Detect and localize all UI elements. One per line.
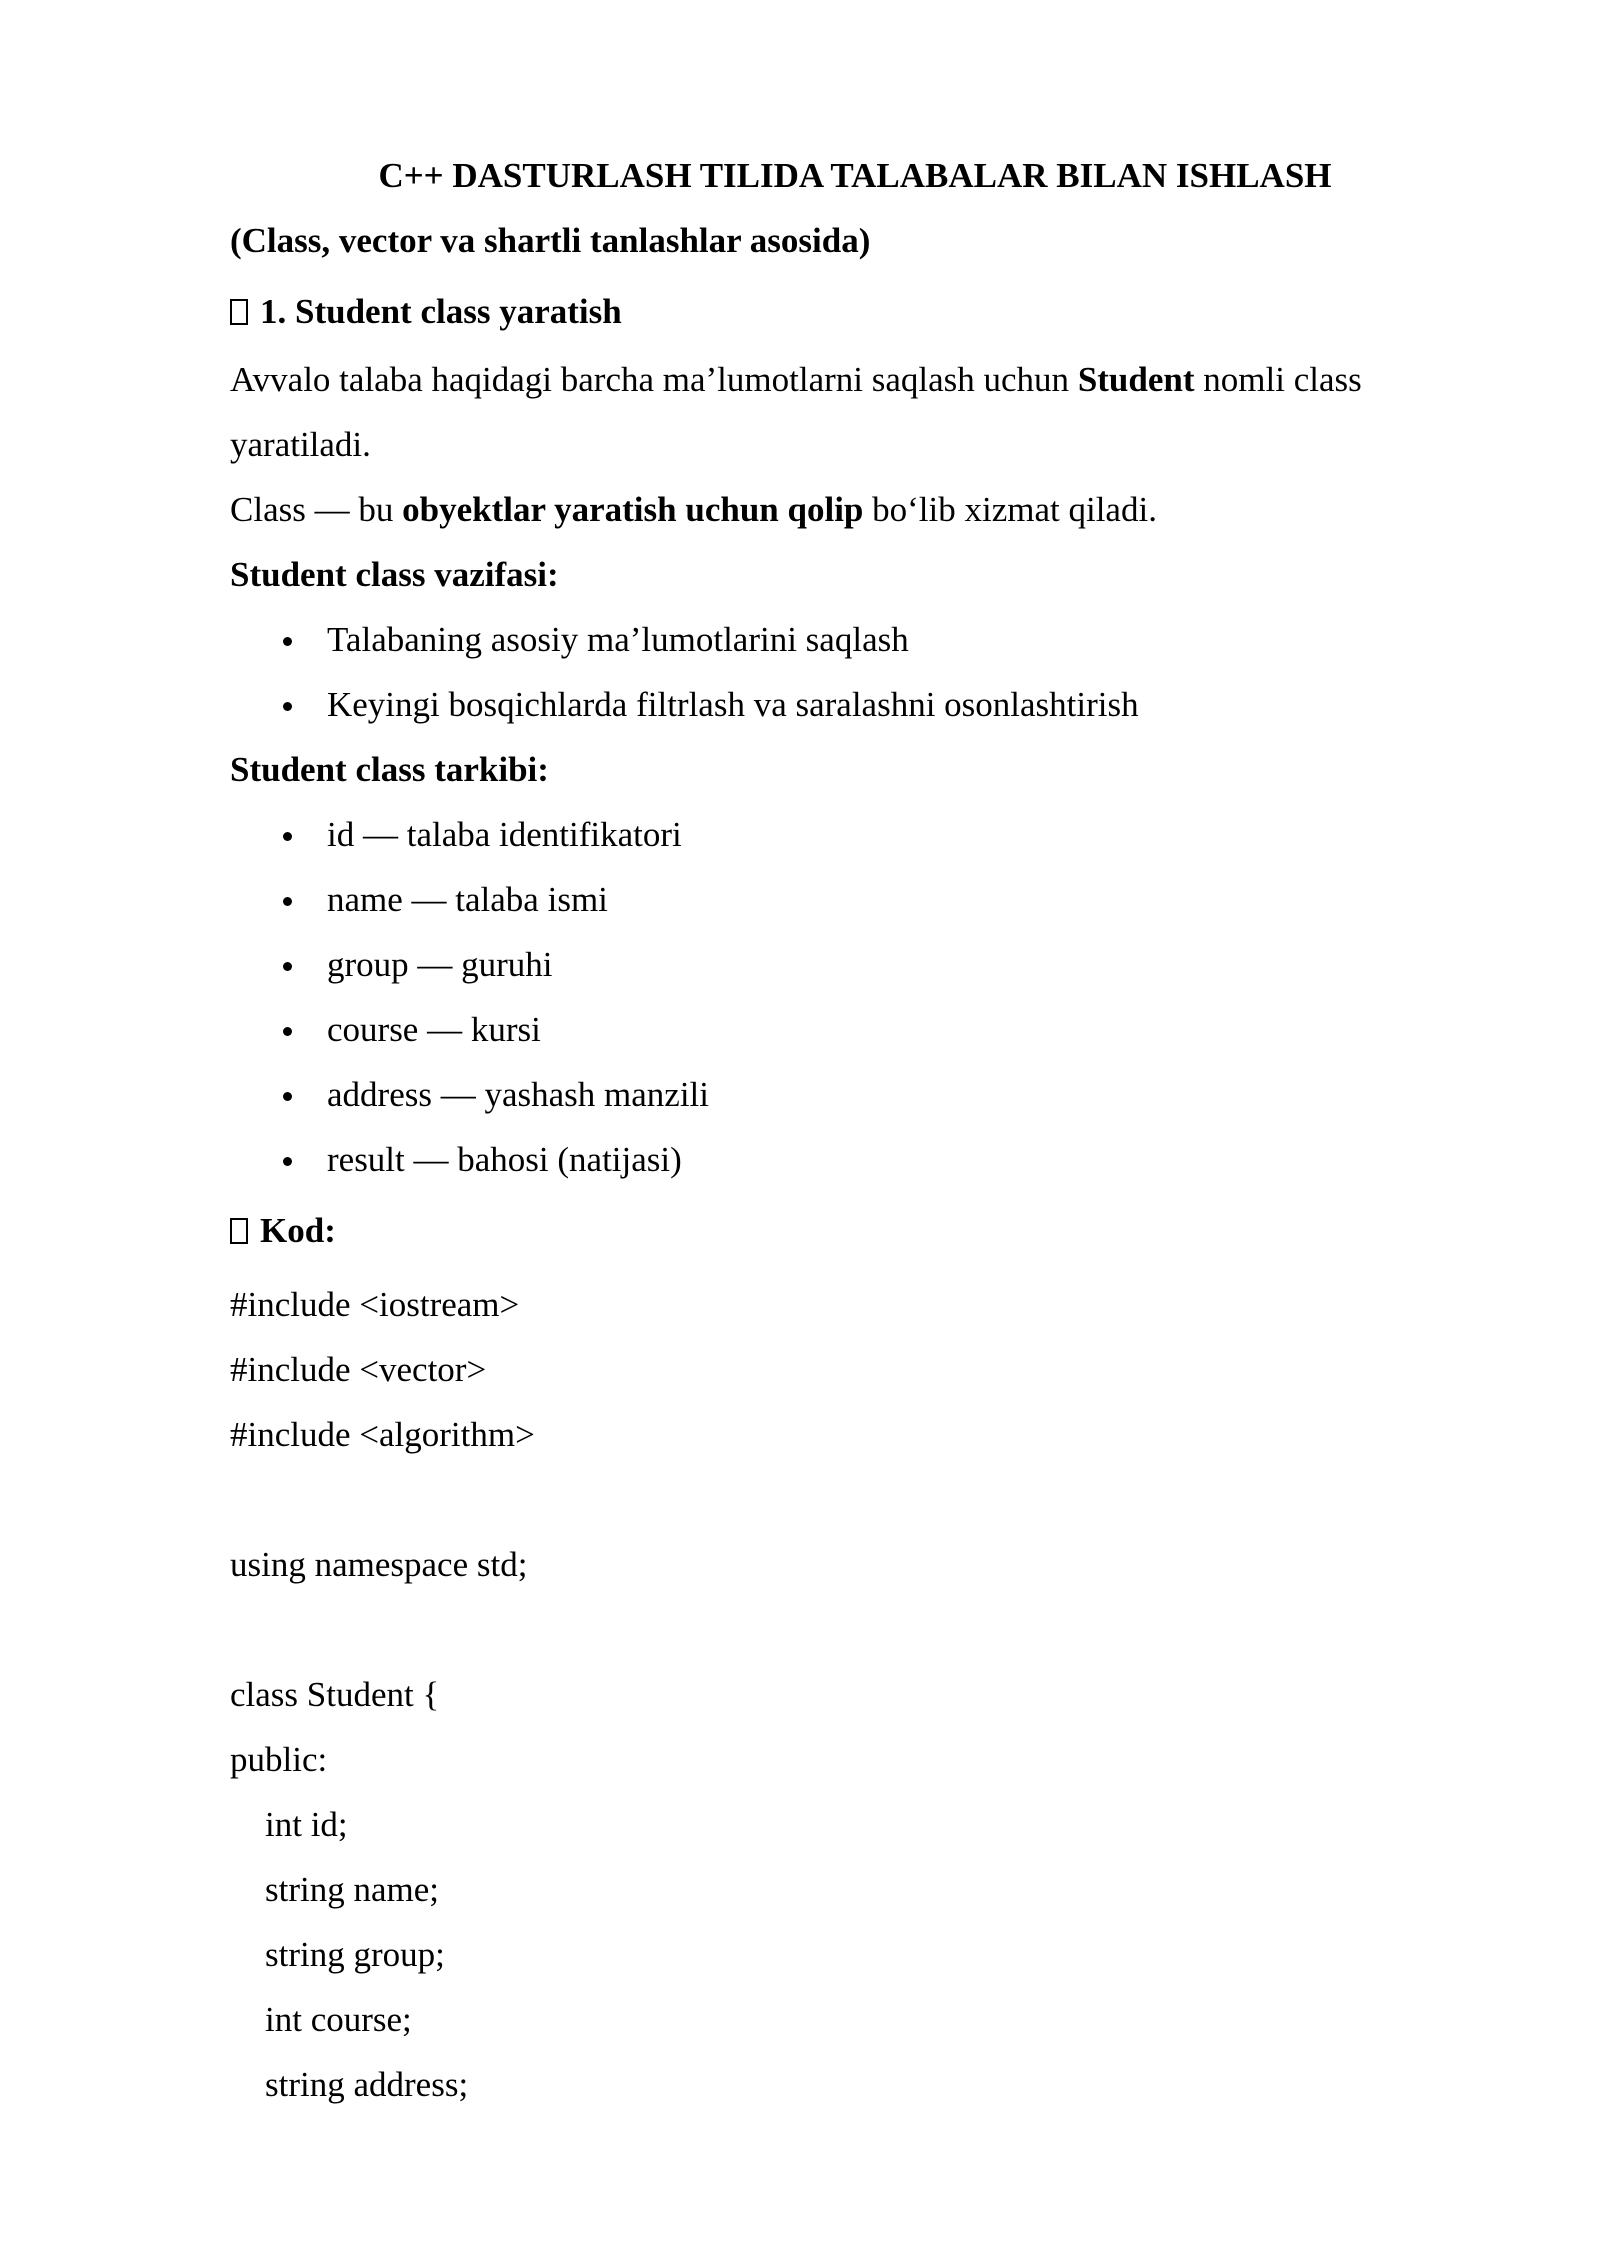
list-item-text: result — bahosi (natijasi): [327, 1140, 682, 1179]
code-line: public:: [230, 1740, 328, 1779]
list-item-text: group — guruhi: [327, 945, 553, 984]
code-line: using namespace std;: [230, 1545, 528, 1584]
fields-list: [230, 802, 1460, 1192]
bullet-icon: [283, 1092, 292, 1101]
document-title: C++ DASTURLASH TILIDA TALABALAR BILAN ISHLASH: [378, 156, 1332, 195]
code-line: string group;: [230, 1935, 445, 1974]
section-heading-text: 1. Student class yaratish: [260, 292, 622, 331]
list-item: [230, 1062, 1460, 1127]
list-item-text: address — yashash manzili: [327, 1075, 709, 1114]
document-subtitle: (Class, vector va shartli tanlashlar asosida): [230, 221, 871, 260]
bullet-icon: [283, 832, 292, 841]
code-line: int course;: [230, 2000, 412, 2039]
intro-bold-term: Student: [1077, 360, 1195, 399]
intro-paragraph-line-1: [230, 347, 1460, 412]
code-line: int id;: [230, 1805, 348, 1844]
code-heading-text: Kod:: [260, 1211, 336, 1250]
list-item: [230, 1127, 1460, 1192]
list-item-text: Talabaning asosiy ma’lumotlarini saqlash: [327, 620, 909, 659]
code-listing: [230, 1272, 1460, 2117]
list-item: [230, 932, 1460, 997]
code-line: string address;: [230, 2065, 469, 2104]
list-item: [230, 802, 1460, 867]
code-line: #include <iostream>: [230, 1285, 520, 1324]
section-heading-student-class: [230, 277, 1460, 347]
definition-text: Class — bu: [230, 490, 403, 529]
code-line: #include <vector>: [230, 1350, 487, 1389]
code-line: [230, 1467, 1460, 1532]
definition-bold-term: obyektlar yaratish uchun qolip: [402, 490, 864, 529]
bullet-icon: [283, 1027, 292, 1036]
list-item-text: name — talaba ismi: [327, 880, 608, 919]
code-line: string name;: [230, 1870, 439, 1909]
bullet-icon: [283, 1157, 292, 1166]
list-item-text: Keyingi bosqichlarda filtrlash va saralashni osonlashtirish: [327, 685, 1139, 724]
missing-glyph-icon: [230, 1218, 248, 1244]
list-item: [230, 867, 1460, 932]
list-item: [230, 672, 1460, 737]
bullet-icon: [283, 962, 292, 971]
missing-glyph-icon: [230, 299, 248, 325]
list-item: [230, 997, 1460, 1062]
list-item: [230, 607, 1460, 672]
bullet-icon: [283, 897, 292, 906]
intro-paragraph-line-2: yaratiladi.: [230, 425, 371, 464]
code-section-heading: [230, 1196, 1460, 1266]
list-item-text: id — talaba identifikatori: [327, 815, 682, 854]
duties-heading: Student class vazifasi:: [230, 555, 559, 594]
intro-text: Avvalo talaba haqidagi barcha ma’lumotlarni saqlash uchun: [230, 360, 1078, 399]
list-item-text: course — kursi: [327, 1010, 541, 1049]
definition-text-end: bo‘lib xizmat qiladi.: [863, 490, 1157, 529]
intro-text-end: nomli class: [1194, 360, 1362, 399]
fields-heading: Student class tarkibi:: [230, 750, 549, 789]
duties-list: [230, 607, 1460, 737]
bullet-icon: [283, 702, 292, 711]
class-definition-paragraph: [230, 477, 1460, 542]
code-line: [230, 1597, 1460, 1662]
bullet-icon: [283, 637, 292, 646]
code-line: #include <algorithm>: [230, 1415, 535, 1454]
code-line: class Student {: [230, 1675, 440, 1714]
document-body: [230, 148, 1460, 2117]
